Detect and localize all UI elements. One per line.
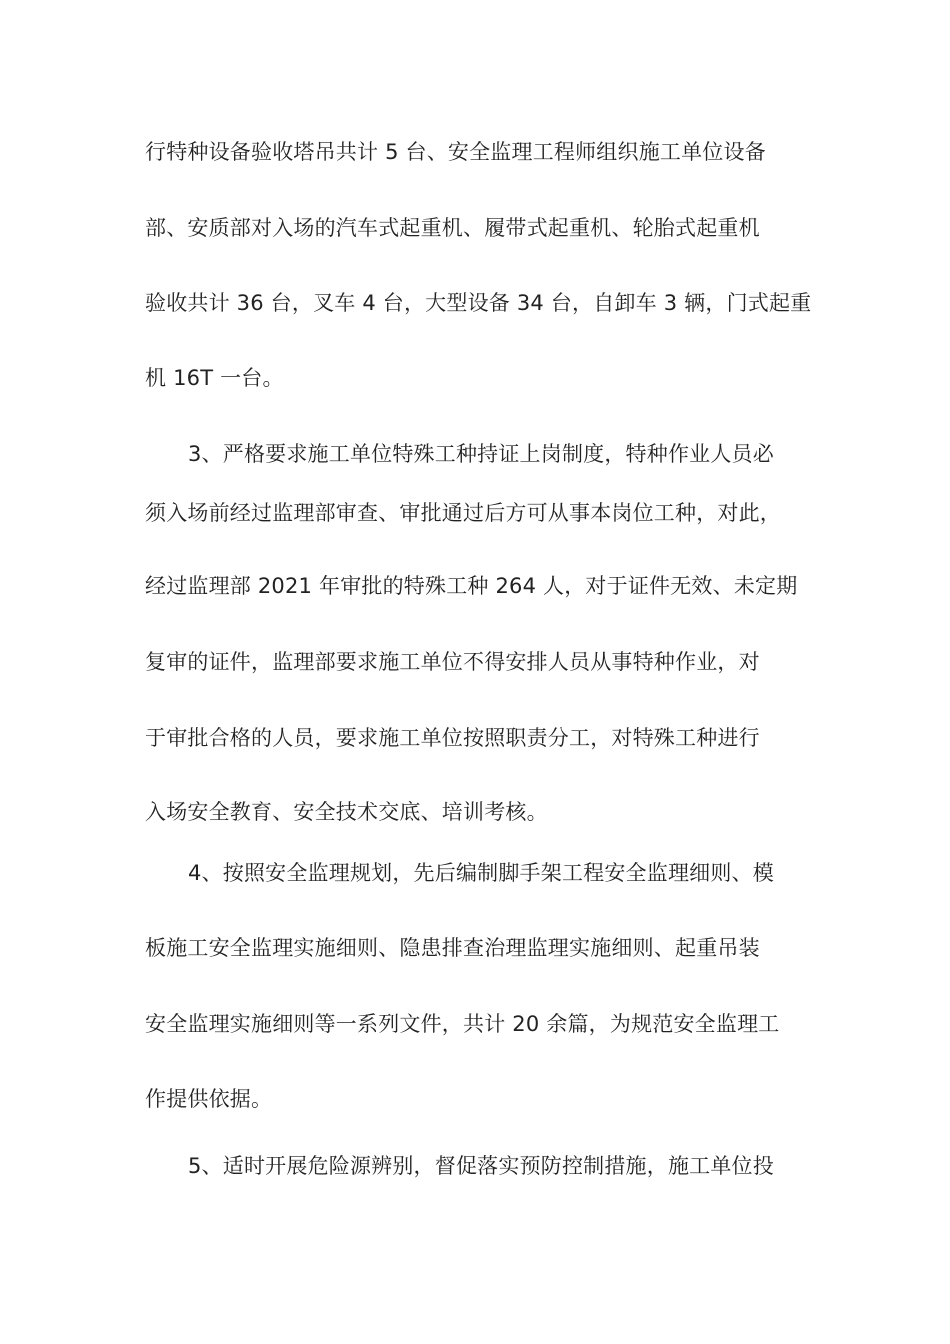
body-text-line: 入场安全教育、安全技术交底、培训考核。: [145, 800, 548, 824]
body-text-line: 部、安质部对入场的汽车式起重机、履带式起重机、轮胎式起重机: [145, 216, 760, 240]
body-text-line: 板施工安全监理实施细则、隐患排查治理监理实施细则、起重吊装: [145, 936, 760, 960]
body-text-line: 验收共计 36 台，叉车 4 台，大型设备 34 台，自卸车 3 辆，门式起重: [145, 291, 812, 315]
body-text-line: 机 16T 一台。: [145, 366, 284, 390]
body-text-line: 安全监理实施细则等一系列文件，共计 20 余篇，为规范安全监理工: [145, 1012, 780, 1036]
paragraph-start-line: 4、按照安全监理规划，先后编制脚手架工程安全监理细则、模: [188, 861, 774, 885]
body-text-line: 经过监理部 2021 年审批的特殊工种 264 人，对于证件无效、未定期: [145, 574, 798, 598]
body-text-line: 复审的证件，监理部要求施工单位不得安排人员从事特种作业，对: [145, 650, 760, 674]
body-text-line: 于审批合格的人员，要求施工单位按照职责分工，对特殊工种进行: [145, 726, 760, 750]
paragraph-start-line: 3、严格要求施工单位特殊工种持证上岗制度，特种作业人员必: [188, 442, 774, 466]
body-text-line: 行特种设备验收塔吊共计 5 台、安全监理工程师组织施工单位设备: [145, 140, 766, 164]
body-text-line: 作提供依据。: [145, 1087, 273, 1111]
body-text-line: 须入场前经过监理部审查、审批通过后方可从事本岗位工种，对此，: [145, 501, 781, 525]
paragraph-start-line: 5、适时开展危险源辨别，督促落实预防控制措施，施工单位投: [188, 1154, 774, 1178]
